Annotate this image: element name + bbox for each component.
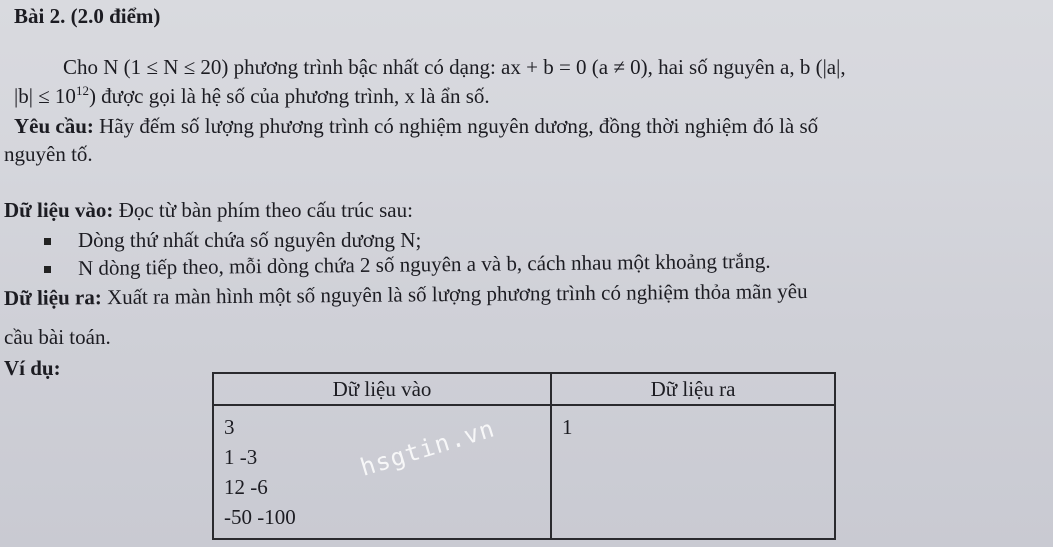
requirement-text: Hãy đếm số lượng phương trình có nghiệm nguyên dương, đồng thời nghiệm đó là số: [93, 114, 819, 138]
intro-line-2: [14, 84, 490, 108]
bullet-icon: [44, 266, 51, 273]
table-row: [213, 405, 835, 539]
output-spec-text: Xuất ra màn hình một số nguyên là số lượng phương trình có nghiệm thỏa mãn yêu: [101, 278, 808, 310]
input-line: 1 -3: [224, 445, 258, 469]
intro-line-2-rest: ) được gọi là hệ số của phương trình, x là ẩn số.: [88, 84, 490, 108]
input-spec-label: Dữ liệu vào:: [4, 198, 114, 222]
output-spec-label: Dữ liệu ra:: [3, 285, 102, 310]
output-cell: [551, 405, 835, 539]
input-spec-text: Đọc từ bàn phím theo cấu trúc sau:: [113, 198, 413, 222]
problem-title: Bài 2. (2.0 điểm): [14, 4, 161, 28]
requirement-line-1: [14, 114, 818, 138]
input-line: 3: [224, 415, 235, 439]
output-spec-line-2: cầu bài toán.: [4, 325, 111, 349]
output-value: 1: [562, 415, 573, 439]
input-bullet-1: Dòng thứ nhất chứa số nguyên dương N;: [78, 228, 422, 252]
watermark: hsgtin.vn: [357, 414, 499, 482]
table-header-row: [213, 373, 835, 405]
input-line: 12 -6: [224, 475, 268, 499]
bullet-icon: [44, 238, 51, 245]
output-spec: [4, 279, 808, 310]
bound-text: |b| ≤ 10: [14, 84, 76, 108]
input-spec: [4, 198, 413, 222]
example-label: Ví dụ:: [4, 356, 61, 380]
input-line: -50 -100: [224, 505, 296, 529]
requirement-label: Yêu cầu:: [14, 114, 94, 138]
intro-line-1: Cho N (1 ≤ N ≤ 20) phương trình bậc nhất có dạng: ax + b = 0 (a ≠ 0), hai số nguyên a, b (|a|,: [63, 55, 846, 79]
exponent: 12: [75, 83, 89, 98]
header-input: Dữ liệu vào: [213, 373, 551, 405]
header-output: Dữ liệu ra: [551, 373, 835, 405]
example-table: [212, 372, 836, 540]
input-bullet-2: N dòng tiếp theo, mỗi dòng chứa 2 số nguyên a và b, cách nhau một khoảng trắng.: [77, 248, 771, 280]
requirement-line-2: nguyên tố.: [4, 142, 93, 166]
